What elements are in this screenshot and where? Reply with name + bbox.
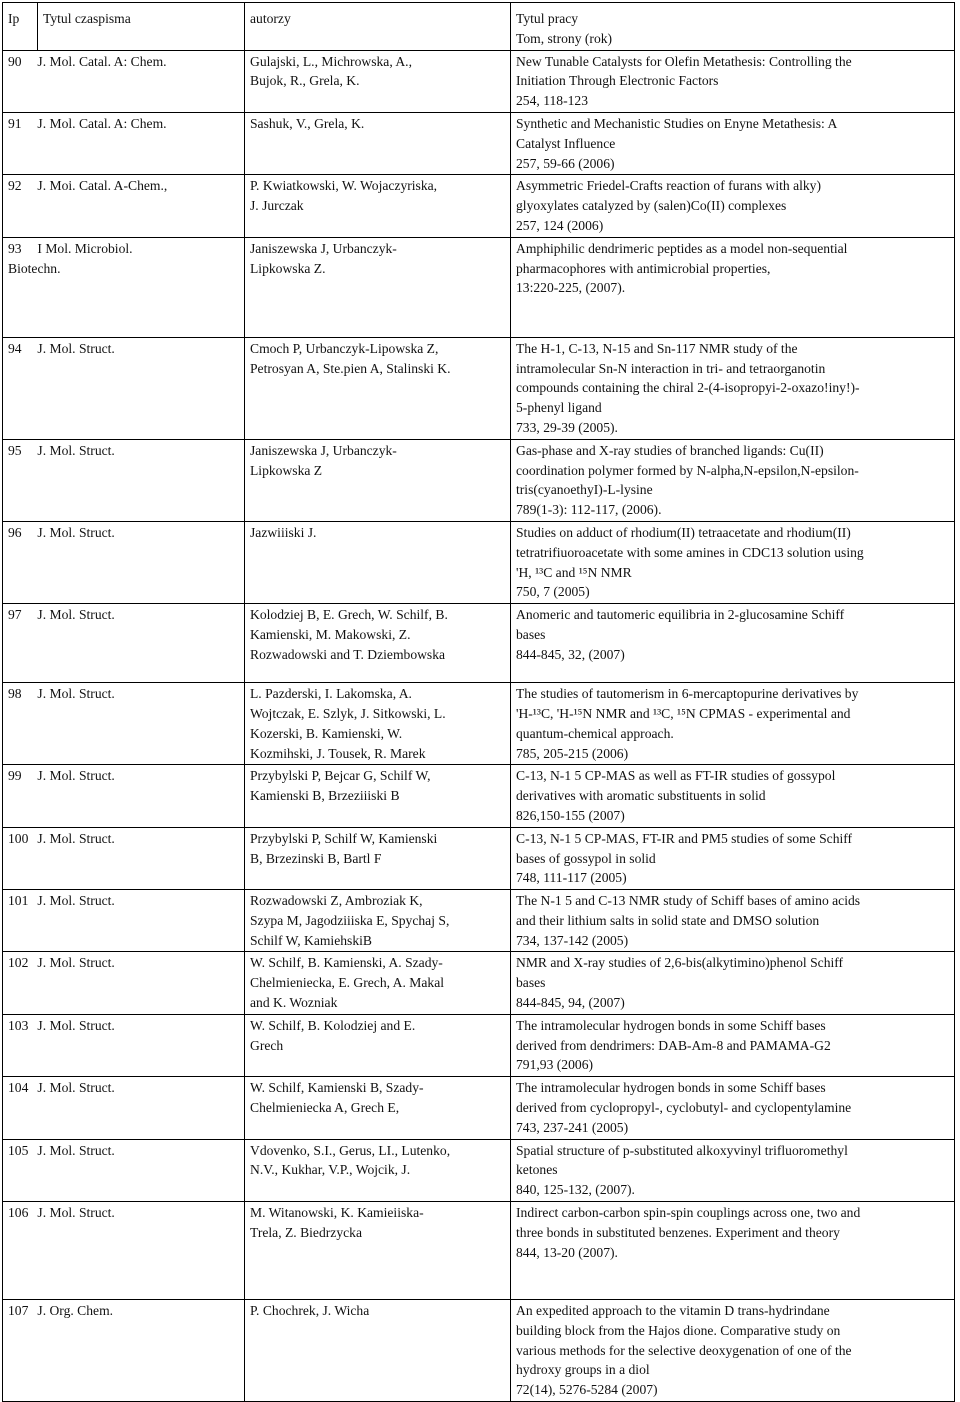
authors-cell: Gulajski, L., Michrowska, A., Bujok, R., Grela, K. <box>245 50 511 112</box>
row-number: 92 <box>8 178 22 194</box>
table-row <box>3 827 955 889</box>
journal-name: J. Moi. Catal. A-Chem., <box>37 178 168 194</box>
title-cell: Gas-phase and X-ray studies of branched ligands: Cu(II) coordination polymer formed by N-alpha,N-epsilon,N-epsilon- tris(cyanoethyI)-L-lysine 789(1-3): 112-117, (2006). <box>511 439 955 521</box>
title-cell: The studies of tautomerism in 6-mercaptopurine derivatives by 'H-¹³C, 'H-¹⁵N NMR and ¹³C, ¹⁵N CPMAS - experimental and quantum-chemical approach. 785, 205-215 (2006) <box>511 683 955 765</box>
title-cell: Spatial structure of p-substituted alkoxyvinyl trifluoromethyl ketones 840, 125-132, (2007). <box>511 1139 955 1201</box>
row-number: 91 <box>8 115 22 131</box>
authors-cell: P. Chochrek, J. Wicha <box>245 1300 511 1402</box>
table-row <box>3 683 955 765</box>
journal-cell <box>3 439 245 521</box>
title-cell: The intramolecular hydrogen bonds in some Schiff bases derived from dendrimers: DAB-Am-8 and PAMAMA-G2 791,93 (2006) <box>511 1014 955 1076</box>
journal-name: J. Mol. Catal. A: Chem. <box>37 53 167 69</box>
table-row <box>3 337 955 439</box>
journal-name: J. Mol. Struct. <box>37 340 115 356</box>
header-authors: autorzy <box>245 3 511 51</box>
journal-name: J. Mol. Struct. <box>37 607 115 623</box>
row-number: 96 <box>8 524 22 540</box>
row-number: 99 <box>8 768 22 784</box>
row-number: 104 <box>8 1080 29 1096</box>
journal-name: J. Mol. Struct. <box>37 1080 115 1096</box>
row-number: 105 <box>8 1142 29 1158</box>
journal-name: J. Mol. Struct. <box>37 830 115 846</box>
authors-cell: Przybylski P, Bejcar G, Schilf W, Kamienski B, Brzeziiiski B <box>245 765 511 827</box>
title-cell: C-13, N-1 5 CP-MAS, FT-IR and PM5 studies of some Schiff bases of gossypol in solid 748, 111-117 (2005) <box>511 827 955 889</box>
authors-cell: P. Kwiatkowski, W. Wojaczyriska, J. Jurczak <box>245 175 511 237</box>
authors-cell: Rozwadowski Z, Ambroziak K, Szypa M, Jagodziiiska E, Spychaj S, Schilf W, KamiehskiB <box>245 890 511 952</box>
authors-cell: W. Schilf, B. Kamienski, A. Szady- Chelmieniecka, E. Grech, A. Makal and K. Wozniak <box>245 952 511 1014</box>
row-number: 95 <box>8 442 22 458</box>
journal-cell <box>3 521 245 603</box>
row-number: 94 <box>8 340 22 356</box>
table-row <box>3 1077 955 1139</box>
authors-cell: M. Witanowski, K. Kamieiiska- Trela, Z. Biedrzycka <box>245 1202 511 1300</box>
row-number: 103 <box>8 1017 29 1033</box>
title-cell: The H-1, C-13, N-15 and Sn-117 NMR study of the intramolecular Sn-N interaction in tri- and tetraorganotin compounds containing the chiral 2-(4-isopropyi-2-oxazo!iny!)- 5-phenyl ligand 733, 29-39 (2005). <box>511 337 955 439</box>
header-title: Tytul pracy Tom, strony (rok) <box>511 3 955 51</box>
authors-cell: Cmoch P, Urbanczyk-Lipowska Z, Petrosyan A, Ste.pien A, Stalinski K. <box>245 337 511 439</box>
authors-cell: W. Schilf, Kamienski B, Szady- Chelmieniecka A, Grech E, <box>245 1077 511 1139</box>
publications-table <box>2 2 955 1402</box>
table-row <box>3 439 955 521</box>
title-cell: Anomeric and tautomeric equilibria in 2-glucosamine Schiff bases 844-845, 32, (2007) <box>511 604 955 683</box>
journal-name: J. Mol. Struct. <box>37 1205 115 1221</box>
table-row <box>3 175 955 237</box>
table-row <box>3 765 955 827</box>
title-cell: Synthetic and Mechanistic Studies on Enyne Metathesis: A Catalyst Influence 257, 59-66 (2006) <box>511 112 955 174</box>
title-cell: An expedited approach to the vitamin D trans-hydrindane building block from the Hajos dione. Comparative study on various methods for the selective deoxygenation of one of the hydroxy groups in a diol 72(14), 5276-5284 (2007) <box>511 1300 955 1402</box>
journal-cell <box>3 952 245 1014</box>
authors-cell: Jazwiiiski J. <box>245 521 511 603</box>
header-lp: Ip <box>3 3 38 51</box>
journal-cell <box>3 890 245 952</box>
journal-name: J. Mol. Struct. <box>37 1142 115 1158</box>
title-cell: Asymmetric Friedel-Crafts reaction of furans with alky) glyoxylates catalyzed by (salen)Co(II) complexes 257, 124 (2006) <box>511 175 955 237</box>
journal-name: J. Mol. Struct. <box>37 893 115 909</box>
row-number: 100 <box>8 830 29 846</box>
title-cell: NMR and X-ray studies of 2,6-bis(alkytimino)phenol Schiff bases 844-845, 94, (2007) <box>511 952 955 1014</box>
table-row <box>3 1202 955 1300</box>
journal-cell <box>3 604 245 683</box>
row-number: 97 <box>8 607 22 623</box>
journal-cell <box>3 112 245 174</box>
table-row <box>3 521 955 603</box>
journal-name: J. Mol. Struct. <box>37 686 115 702</box>
row-number: 106 <box>8 1205 29 1221</box>
table-row <box>3 1139 955 1201</box>
title-cell: The N-1 5 and C-13 NMR study of Schiff bases of amino acids and their lithium salts in solid state and DMSO solution 734, 137-142 (2005) <box>511 890 955 952</box>
journal-cell <box>3 50 245 112</box>
journal-cell <box>3 765 245 827</box>
journal-name: J. Mol. Struct. <box>37 955 115 971</box>
row-number: 107 <box>8 1303 29 1319</box>
header-journal: Tytul czaspisma <box>38 3 245 51</box>
row-number: 90 <box>8 53 22 69</box>
table-row <box>3 50 955 112</box>
table-row <box>3 237 955 337</box>
table-row <box>3 1014 955 1076</box>
authors-cell: Vdovenko, S.I., Gerus, LI., Lutenko, N.V., Kukhar, V.P., Wojcik, J. <box>245 1139 511 1201</box>
row-number: 102 <box>8 955 29 971</box>
table-row <box>3 1300 955 1402</box>
journal-name: J. Mol. Struct. <box>37 442 115 458</box>
title-cell: New Tunable Catalysts for Olefin Metathesis: Controlling the Initiation Through Electronic Factors 254, 118-123 <box>511 50 955 112</box>
title-cell: Indirect carbon-carbon spin-spin couplings across one, two and three bonds in substituted benzenes. Experiment and theory 844, 13-20 (2007). <box>511 1202 955 1300</box>
title-cell: Studies on adduct of rhodium(II) tetraacetate and rhodium(II) tetratrifiuoroacetate with some amines in CDC13 solution using 'H, ¹³C and ¹⁵N NMR 750, 7 (2005) <box>511 521 955 603</box>
row-number: 98 <box>8 686 22 702</box>
journal-cell <box>3 1014 245 1076</box>
table-row <box>3 112 955 174</box>
journal-cell <box>3 337 245 439</box>
journal-cell <box>3 1077 245 1139</box>
table-row <box>3 952 955 1014</box>
table-row <box>3 604 955 683</box>
row-number: 101 <box>8 893 29 909</box>
journal-name: J. Mol. Struct. <box>37 768 115 784</box>
journal-name: J. Mol. Struct. <box>37 524 115 540</box>
journal-cell <box>3 683 245 765</box>
table-header-row <box>3 3 955 51</box>
authors-cell: Janiszewska J, Urbanczyk- Lipkowska Z <box>245 439 511 521</box>
journal-name: I Mol. Microbiol. Biotechn. <box>8 240 133 276</box>
authors-cell: Janiszewska J, Urbanczyk- Lipkowska Z. <box>245 237 511 337</box>
journal-cell <box>3 237 245 337</box>
authors-cell: Sashuk, V., Grela, K. <box>245 112 511 174</box>
title-cell: The intramolecular hydrogen bonds in some Schiff bases derived from cyclopropyl-, cyclobutyl- and cyclopentylamine 743, 237-241 (2005) <box>511 1077 955 1139</box>
authors-cell: W. Schilf, B. Kolodziej and E. Grech <box>245 1014 511 1076</box>
journal-cell <box>3 1202 245 1300</box>
journal-cell <box>3 827 245 889</box>
title-cell: C-13, N-1 5 CP-MAS as well as FT-IR studies of gossypol derivatives with aromatic substituents in solid 826,150-155 (2007) <box>511 765 955 827</box>
authors-cell: Przybylski P, Schilf W, Kamienski B, Brzezinski B, Bartl F <box>245 827 511 889</box>
journal-cell <box>3 1139 245 1201</box>
journal-name: J. Mol. Catal. A: Chem. <box>37 115 167 131</box>
title-cell: Amphiphilic dendrimeric peptides as a model non-sequential pharmacophores with antimicrobial properties, 13:220-225, (2007). <box>511 237 955 337</box>
journal-cell <box>3 1300 245 1402</box>
authors-cell: L. Pazderski, I. Lakomska, A. Wojtczak, E. Szlyk, J. Sitkowski, L. Kozerski, B. Kamienski, W. Kozmihski, J. Tousek, R. Marek <box>245 683 511 765</box>
journal-cell <box>3 175 245 237</box>
journal-name: J. Mol. Struct. <box>37 1017 115 1033</box>
journal-name: J. Org. Chem. <box>37 1303 114 1319</box>
publications-table-body <box>3 3 955 1402</box>
row-number: 93 <box>8 240 22 256</box>
table-row <box>3 890 955 952</box>
authors-cell: Kolodziej B, E. Grech, W. Schilf, B. Kamienski, M. Makowski, Z. Rozwadowski and T. Dziembowska <box>245 604 511 683</box>
